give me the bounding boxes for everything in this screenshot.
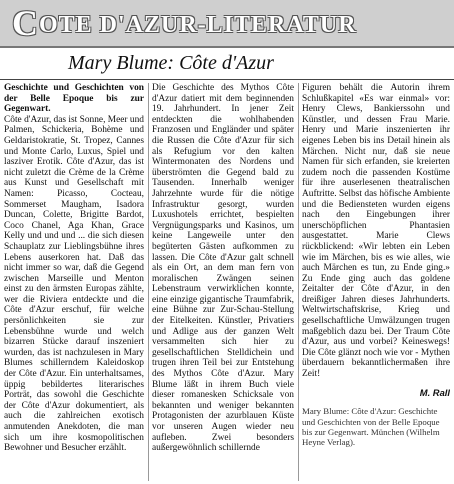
article-column-3 [302, 83, 450, 484]
article-title: Mary Blume: Côte d'Azur [68, 52, 274, 74]
column-divider [148, 83, 149, 481]
author-signature: M. Rall [419, 386, 450, 398]
column-1-text: Côte d'Azur, das ist Sonne, Meer und Palmen, Schickeria, Bohème und Geldaristokratie, St. Tropez, Cannes und Monte Carlo, Luxus, Spiel und lasziver Erotik. Côte d'Azur, das ist nicht zuletzt die Crème de la Crème aus Kunst und Gesellschaft mit Namen: Picasso, Cocteau, Sommerset Maugham, Isadora Duncan, Colette, Brigitte Bardot, Coco Chanel, Aga Khan, Grace Kelly und und und ... die sich diesen Schauplatz zur Lieblingsbühne ihres Lebens auserkoren hat. Daß das nicht immer so war, daß die Gegend zwischen Marseille und Menton einst zu den ärmsten Europas zählte, wer die Riviera entdeckte und die Côte d'Azur erschuf, für welche persönlichkeiten sie zur Lebensbühne wurde und welch bizarren Stücke darauf inszeniert wurden, das ist nachzulesen in Mary Blumes schillerndem Kaleidoskop der Côte d'Azur. Ein unterhaltsames, üppig bebildertes literarisches Porträt, das sowohl die Geschichte der Côte d'Azur dokumentiert, als auch die zahlreichen exotisch anmutenden Anekdoten, die man sich um ihre kosmopolitischen Bewohner und Besucher erzählt. [4, 114, 144, 454]
header-banner [0, 0, 454, 46]
book-source-note: Mary Blume: Côte d'Azur: Geschichte und Geschichten von der Belle Epoque bis zur Gegenwart. München (Wilhelm Heyne Verlag). [302, 406, 440, 448]
title-divider [0, 79, 454, 80]
section-title [12, 2, 357, 44]
section-title-initial: C [12, 3, 39, 43]
header-divider [0, 46, 454, 48]
column-2-text: Die Geschichte des Mythos Côte d'Azur datiert mit dem beginnenden 19. Jahrhundert. In jener Zeit entdeckten die wohlhabenden Franzosen und Engländer und später die Russen die Côte d'Azur für sich als Refugium vor den kalten Wintermonaten des Nordens und überströmten die Gegend bald zu Tausenden. Innerhalb weniger Jahrzehnte wurde für die nötige Infrastruktur gesorgt, wurden Luxushotels errichtet, bespielten Vergnügungsparks und Kasinos, um keine Langeweile unter den begüterten Gästen aufkommen zu lassen. Die Côte d'Azur galt schnell als ein Ort, an dem man fern von moralischen Zwängen seinen Lebenstraum verwirklichen konnte, eine einzige gigantische Traumfabrik, eine Bühne zur Zur-Schau-Stellung der Eitelkeiten. Künstler, Privatiers und Adlige aus der ganzen Welt versammelten sich hier zu gesellschaftlichen Stelldichein und trugen ihren Teil bei zur Entstehung des Mythos Côte d'Azur. Mary Blume läßt in ihrem Buch viele dieser romanesken Schicksale von bekannten und weniger bekannten Protagonisten der azurblauen Küste vor unseren Augen wieder neu aufleben. Zwei besonders außergewöhnlich schillernde [152, 83, 294, 454]
article-column-1 [4, 83, 144, 484]
column-divider [298, 83, 299, 481]
article-column-2 [152, 83, 294, 484]
section-title-rest: OTE D'AZUR-LITERATUR [39, 12, 357, 38]
article-lead: Geschichte und Geschichten von der Belle Epoque bis zur Gegenwart. [4, 83, 144, 115]
column-3-text: Figuren behält die Autorin ihrem Schlußkapitel «Es war einmal» vor: Henry Clews, Bankierssohn und Künstler, und dessen Frau Marie. Henry und Marie inszenierten ihr eigenes Leben bis ins Detail hinein als Märchen. Nicht nur, daß sie neue Namen für sich erfanden, sie kreierten zudem noch die passenden Kostüme für ihre auserlesenen theatralischen Auftritte. Selbst das höfische Ambiente und die Bediensteten wurden eigens nach den Eingebungen ihrer unerschöpflichen Phantasien ausgestattet. Marie Clews rückblickend: «Wir lebten ein Leben wie im Märchen, bis es wie alles, wie auch Märchen es tun, zu Ende ging.» Zu Ende ging auch das goldene Zeitalter der Côte d'Azur, in den dreißiger Jahren dieses Jahrhunderts. Weltwirtschaftskrise, Krieg und gesellschaftliche Umwälzungen trugen maßgeblich dazu bei. Der Traum Côte d'Azur, aus und vorbei? Keineswegs! Die Côte glänzt noch wie vor - Mythen überdauern bekanntlichermaßen ihre Zeit! [302, 83, 450, 380]
